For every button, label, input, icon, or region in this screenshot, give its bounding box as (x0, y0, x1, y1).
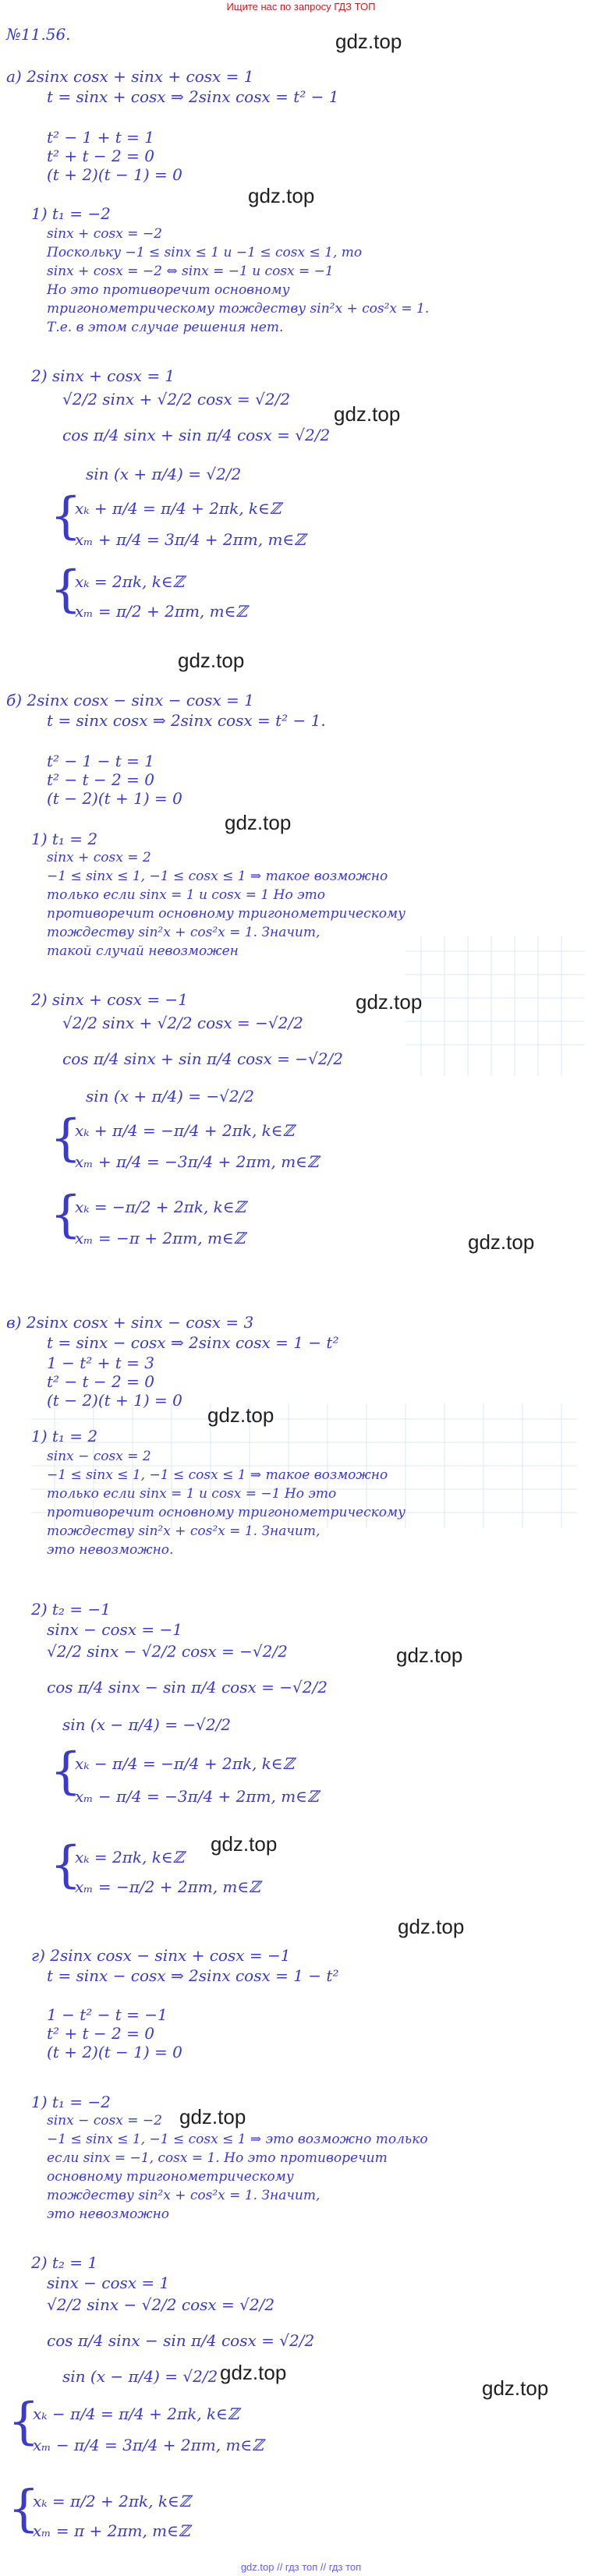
solution-line: основному тригонометрическому (47, 2169, 294, 2185)
grid-decoration (405, 936, 585, 1076)
solution-line: xₖ = 2πk, k∈ℤ (75, 1848, 185, 1867)
solution-line: xₖ = π/2 + 2πk, k∈ℤ (33, 2492, 191, 2511)
solution-line: (t − 2)(t + 1) = 0 (47, 1391, 182, 1410)
solution-line: Поскольку −1 ≤ sinx ≤ 1 и −1 ≤ cosx ≤ 1, то (47, 245, 363, 260)
solution-line: xₘ = π/2 + 2πm, m∈ℤ (75, 602, 248, 621)
solution-line: xₘ = −π + 2πm, m∈ℤ (75, 1229, 246, 1247)
solution-line: (t − 2)(t + 1) = 0 (47, 789, 182, 808)
solution-line: sinx + cosx = −2 (47, 226, 162, 242)
solution-line: sin (x − π/4) = −√2/2 (62, 1715, 232, 1734)
solution-line: −1 ≤ sinx ≤ 1, −1 ≤ cosx ≤ 1 ⇒ такое возможно (47, 1467, 388, 1483)
solution-line: Но это противоречит основному (47, 282, 290, 298)
watermark: gdz.top (220, 2361, 287, 2384)
system-brace: { (50, 1109, 82, 1167)
watermark: gdz.top (398, 1915, 465, 1938)
solution-line: 1 − t² − t = −1 (47, 2005, 168, 2024)
solution-line: а) 2sinx cosx + sinx + cosx = 1 (6, 67, 254, 86)
solution-line: это невозможно (47, 2206, 170, 2222)
solution-line: 1 − t² + t = 3 (47, 1353, 154, 1372)
solution-line: тригонометрическому тождеству sin²x + cos²x = 1. (47, 301, 430, 317)
solution-line: t² + t − 2 = 0 (47, 2024, 154, 2043)
solution-line: √2/2 sinx − √2/2 cosx = √2/2 (47, 2295, 275, 2314)
footer-links[interactable]: gdz.top // гдз топ // гдз топ (240, 2561, 362, 2573)
solution-line: xₖ + π/4 = −π/4 + 2πk, k∈ℤ (75, 1121, 295, 1140)
solution-line: t² − 1 − t = 1 (47, 752, 154, 770)
solution-line: такой случай невозможен (47, 943, 239, 959)
solution-line: только если sinx = 1 и cosx = 1 Но это (47, 887, 325, 903)
watermark: gdz.top (248, 184, 315, 207)
solution-line: sin (x − π/4) = √2/2 (62, 2367, 218, 2386)
system-brace: { (50, 487, 82, 545)
solution-line: sinx − cosx = 1 (47, 2273, 170, 2292)
solution-line: 1) t₁ = 2 (31, 1427, 98, 1445)
solution-line: t = sinx − cosx ⇒ 2sinx cosx = 1 − t² (47, 1966, 339, 1985)
solution-line: t² − t − 2 = 0 (47, 770, 154, 789)
solution-line: 2) t₂ = 1 (31, 2253, 98, 2272)
solution-line: 1) t₁ = −2 (31, 204, 111, 223)
solution-line: cos π/4 sinx + sin π/4 cosx = −√2/2 (62, 1049, 343, 1068)
watermark: gdz.top (335, 30, 402, 53)
solution-line: только если sinx = 1 и cosx = −1 Но это (47, 1486, 337, 1502)
solution-line: sinx − cosx = −2 (47, 2113, 162, 2128)
solution-line: xₘ = π + 2πm, m∈ℤ (33, 2521, 190, 2540)
watermark: gdz.top (356, 990, 423, 1014)
watermark: gdz.top (482, 2376, 549, 2400)
solution-line: t = sinx + cosx ⇒ 2sinx cosx = t² − 1 (47, 87, 339, 106)
solution-line: t² − 1 + t = 1 (47, 128, 154, 147)
solution-line: Т.е. в этом случае решения нет. (47, 320, 284, 335)
solution-line: sinx − cosx = −1 (47, 1620, 183, 1639)
system-brace: { (50, 1836, 82, 1894)
solution-line: sin (x + π/4) = √2/2 (86, 465, 242, 483)
watermark: gdz.top (207, 1403, 274, 1427)
solution-line: 1) t₁ = −2 (31, 2093, 111, 2111)
watermark: gdz.top (179, 2105, 246, 2128)
system-brace: { (50, 1743, 82, 1800)
solution-line: √2/2 sinx + √2/2 cosx = −√2/2 (62, 1014, 303, 1032)
solution-line: это невозможно. (47, 1542, 174, 1558)
solution-line: xₘ + π/4 = 3π/4 + 2πm, m∈ℤ (75, 530, 306, 549)
solution-line: xₘ = −π/2 + 2πm, m∈ℤ (75, 1877, 260, 1896)
solution-line: б) 2sinx cosx − sinx − cosx = 1 (6, 691, 254, 709)
solution-line: xₖ − π/4 = −π/4 + 2πk, k∈ℤ (75, 1754, 295, 1773)
solution-line: cos π/4 sinx − sin π/4 cosx = √2/2 (47, 2331, 315, 2350)
solution-line: √2/2 sinx − √2/2 cosx = −√2/2 (47, 1642, 288, 1661)
system-brace: { (50, 1186, 82, 1244)
solution-line: противоречит основному тригонометрическому (47, 1505, 405, 1520)
solution-line: t = sinx cosx ⇒ 2sinx cosx = t² − 1. (47, 711, 326, 730)
solution-line: г) 2sinx cosx − sinx + cosx = −1 (31, 1946, 291, 1965)
solution-line: тождеству sin²x + cos²x = 1. Значит, (47, 925, 320, 940)
solution-line: t² + t − 2 = 0 (47, 147, 154, 165)
solution-line: −1 ≤ sinx ≤ 1, −1 ≤ cosx ≤ 1 ⇒ это возможно только (47, 2132, 428, 2147)
solution-line: xₖ + π/4 = π/4 + 2πk, k∈ℤ (75, 499, 282, 518)
solution-line: если sinx = −1, cosx = 1. Но это противоречит (47, 2150, 388, 2166)
solution-line: 2) sinx + cosx = −1 (31, 990, 188, 1009)
solution-line: xₘ − π/4 = 3π/4 + 2πm, m∈ℤ (33, 2436, 264, 2454)
task-number: №11.56. (6, 25, 71, 44)
solution-line: 2) sinx + cosx = 1 (31, 366, 175, 385)
solution-line: sinx + cosx = −2 ⇔ sinx = −1 и cosx = −1 (47, 264, 334, 279)
solution-line: t² − t − 2 = 0 (47, 1372, 154, 1391)
system-brace: { (8, 2393, 40, 2450)
solution-line: t = sinx − cosx ⇒ 2sinx cosx = 1 − t² (47, 1333, 339, 1352)
solution-line: 1) t₁ = 2 (31, 830, 98, 848)
top-banner[interactable]: Ищите нас по запросу ГДЗ ТОП (226, 1, 376, 12)
solution-line: cos π/4 sinx − sin π/4 cosx = −√2/2 (47, 1678, 328, 1697)
solution-line: cos π/4 sinx + sin π/4 cosx = √2/2 (62, 426, 331, 444)
solution-line: sinx − cosx = 2 (47, 1449, 151, 1464)
watermark: gdz.top (334, 402, 401, 426)
watermark: gdz.top (396, 1644, 463, 1667)
solution-line: xₖ = 2πk, k∈ℤ (75, 572, 185, 591)
watermark: gdz.top (225, 811, 292, 834)
solution-line: xₘ − π/4 = −3π/4 + 2πm, m∈ℤ (75, 1787, 319, 1806)
solution-line: противоречит основному тригонометрическому (47, 906, 405, 922)
solution-line: тождеству sin²x + cos²x = 1. Значит, (47, 1523, 320, 1539)
solution-line: −1 ≤ sinx ≤ 1, −1 ≤ cosx ≤ 1 ⇒ такое возможно (47, 869, 388, 884)
solution-line: в) 2sinx cosx + sinx − cosx = 3 (6, 1313, 254, 1332)
solution-line: sinx + cosx = 2 (47, 850, 151, 865)
solution-line: тождеству sin²x + cos²x = 1. Значит, (47, 2188, 320, 2203)
solution-line: 2) t₂ = −1 (31, 1600, 111, 1619)
solution-line: √2/2 sinx + √2/2 cosx = √2/2 (62, 390, 291, 409)
solution-line: (t + 2)(t − 1) = 0 (47, 165, 182, 184)
system-brace: { (50, 561, 82, 618)
solution-line: xₖ = −π/2 + 2πk, k∈ℤ (75, 1198, 246, 1216)
watermark: gdz.top (468, 1230, 535, 1254)
solution-line: xₖ − π/4 = π/4 + 2πk, k∈ℤ (33, 2404, 239, 2423)
system-brace: { (8, 2480, 40, 2538)
solution-line: sin (x + π/4) = −√2/2 (86, 1087, 255, 1106)
solution-line: xₘ + π/4 = −3π/4 + 2πm, m∈ℤ (75, 1152, 319, 1171)
watermark: gdz.top (211, 1832, 278, 1856)
watermark: gdz.top (178, 649, 245, 672)
solution-line: (t + 2)(t − 1) = 0 (47, 2043, 182, 2061)
